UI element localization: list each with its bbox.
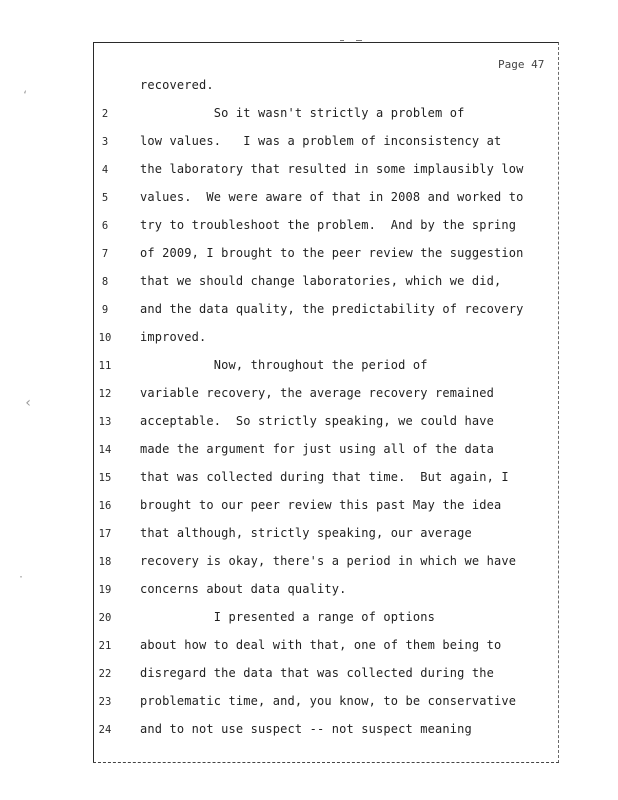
line-number: 18: [98, 556, 112, 568]
transcript-line: [0, 330, 560, 350]
transcript-line: [0, 666, 560, 686]
line-number: 11: [98, 360, 112, 372]
scan-speck: [340, 40, 344, 41]
scan-speck: [356, 40, 362, 41]
line-text: about how to deal with that, one of them being to: [140, 638, 502, 652]
transcript-line: [0, 470, 560, 490]
line-text: recovery is okay, there's a period in which we have: [140, 554, 517, 568]
transcript-line: [0, 694, 560, 714]
transcript-line: [0, 414, 560, 434]
line-text: concerns about data quality.: [140, 582, 347, 596]
line-number: 22: [98, 668, 112, 680]
transcript-line: [0, 274, 560, 294]
line-number: 5: [101, 192, 109, 204]
margin-bracket: ‹: [24, 395, 33, 411]
transcript-line: [0, 498, 560, 518]
line-number: 19: [98, 584, 112, 596]
transcript-line: [0, 218, 560, 238]
transcript-line: [0, 78, 560, 98]
line-number: 9: [101, 304, 109, 316]
page-number: Page 47: [498, 58, 545, 71]
transcript-line: [0, 302, 560, 322]
line-number: 17: [98, 528, 112, 540]
line-text: made the argument for just using all of the data: [140, 442, 494, 456]
line-text: brought to our peer review this past May the idea: [140, 498, 502, 512]
transcript-line: [0, 610, 560, 630]
line-text: and to not use suspect -- not suspect meaning: [140, 722, 472, 736]
transcript-line: [0, 386, 560, 406]
line-number: 10: [98, 332, 112, 344]
line-text: I presented a range of options: [140, 610, 435, 624]
transcript-line: [0, 162, 560, 182]
line-text: that was collected during that time. But again, I: [140, 470, 509, 484]
transcript-line: [0, 246, 560, 266]
line-text: Now, throughout the period of: [140, 358, 428, 372]
line-text: try to troubleshoot the problem. And by the spring: [140, 218, 517, 232]
line-number: 15: [98, 472, 112, 484]
line-text: problematic time, and, you know, to be conservative: [140, 694, 517, 708]
transcript-line: [0, 638, 560, 658]
line-text: values. We were aware of that in 2008 and worked to: [140, 190, 524, 204]
line-text: recovered.: [140, 78, 214, 92]
line-text: of 2009, I brought to the peer review the suggestion: [140, 246, 524, 260]
transcript-line: [0, 106, 560, 126]
transcript-line: [0, 554, 560, 574]
line-text: variable recovery, the average recovery remained: [140, 386, 494, 400]
bottom-rule: [93, 762, 559, 763]
line-number: 13: [98, 416, 112, 428]
line-number: 21: [98, 640, 112, 652]
line-text: improved.: [140, 330, 207, 344]
line-text: acceptable. So strictly speaking, we could have: [140, 414, 494, 428]
line-number: 4: [101, 164, 109, 176]
line-number: 20: [98, 612, 112, 624]
line-number: 16: [98, 500, 112, 512]
line-number: 2: [101, 108, 109, 120]
line-number: 8: [101, 276, 109, 288]
line-number: 12: [98, 388, 112, 400]
line-number: 24: [98, 724, 112, 736]
line-text: the laboratory that resulted in some implausibly low: [140, 162, 524, 176]
transcript-line: [0, 526, 560, 546]
line-number: 3: [101, 136, 109, 148]
transcript-line: [0, 358, 560, 378]
margin-mark: ·: [18, 572, 25, 583]
line-text: So it wasn't strictly a problem of: [140, 106, 465, 120]
line-text: that we should change laboratories, which we did,: [140, 274, 502, 288]
line-number: 14: [98, 444, 112, 456]
transcript-line: [0, 442, 560, 462]
transcript-line: [0, 722, 560, 742]
line-text: disregard the data that was collected during the: [140, 666, 494, 680]
line-text: and the data quality, the predictability of recovery: [140, 302, 524, 316]
transcript-line: [0, 190, 560, 210]
line-number: 6: [101, 220, 109, 232]
line-text: low values. I was a problem of inconsistency at: [140, 134, 502, 148]
margin-mark: ‘: [22, 90, 29, 101]
line-text: that although, strictly speaking, our average: [140, 526, 472, 540]
line-number: 23: [98, 696, 112, 708]
line-number: 7: [101, 248, 109, 260]
transcript-line: [0, 134, 560, 154]
transcript-line: [0, 582, 560, 602]
